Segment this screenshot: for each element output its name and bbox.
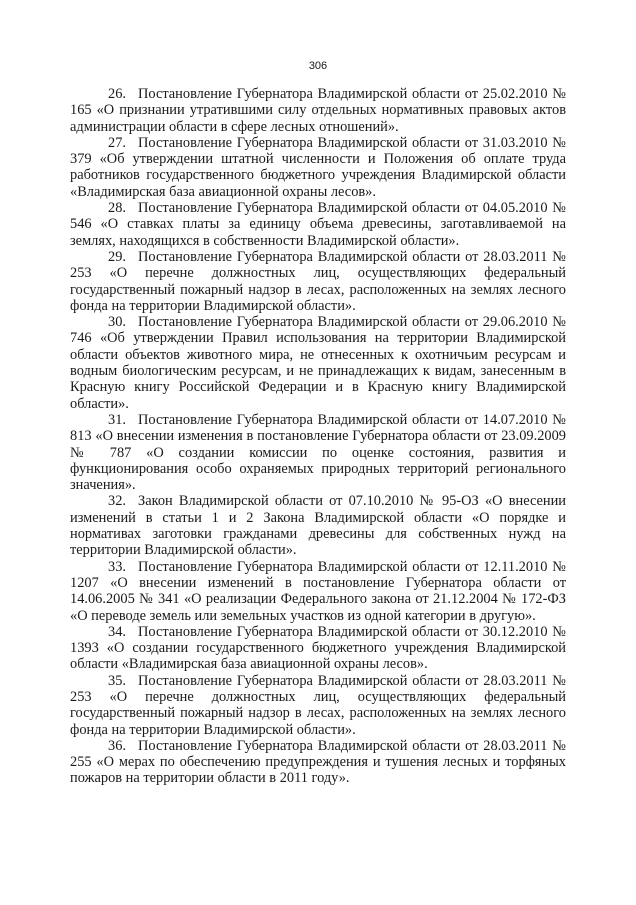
item-number: 29. [108,248,126,265]
item-text: Постановление Губернатора Владимирской области от 30.12.2010 № 1393 «О создании государственного бюджетного учреждения Владимирской области «Владимирская база авиационной охраны лесов». [70,623,566,673]
list-item [70,493,566,558]
list-item [70,624,566,673]
item-text: Постановление Губернатора Владимирской области от 31.03.2010 № 379 «Об утверждении штатной численности и Положения об оплате труда работников государственного бюджетного учреждения Владимирской области «Владимирская база авиационной охраны лесов». [70,134,566,200]
list-item [70,86,566,135]
item-text: Постановление Губернатора Владимирской области от 25.02.2010 № 165 «О признании утратившими силу отдельных нормативных правовых актов администрации области в сфере лесных отношений». [70,86,566,135]
item-number: 30. [108,314,126,331]
list-item [70,412,566,493]
document-body [70,86,566,787]
item-number: 36. [108,737,126,754]
list-item [70,200,566,249]
item-number: 32. [108,493,126,510]
item-text: Постановление Губернатора Владимирской области от 28.03.2011 № 255 «О мерах по обеспечению предупреждения и тушения лесных и торфяных пожаров на территории области в 2011 году». [70,737,566,787]
item-text: Постановление Губернатора Владимирской области от 28.03.2011 № 253 «О перечне должностных лиц, осуществляющих федеральный государственный пожарный надзор в лесах, расположенных на землях лесного фонда на территории Владимирской области». [70,672,566,738]
list-item [70,559,566,624]
item-number: 26. [108,86,126,102]
item-number: 28. [108,200,126,217]
item-number: 27. [108,134,126,151]
list-item [70,314,566,412]
item-text: Постановление Губернатора Владимирской области от 28.03.2011 № 253 «О перечне должностных лиц, осуществляющих федеральный государственный пожарный надзор в лесах, расположенных на землях лесного фонда на территории Владимирской области». [70,248,566,314]
item-number: 31. [108,411,126,428]
item-number: 35. [108,672,126,689]
list-item [70,673,566,738]
item-number: 33. [108,558,126,575]
item-text: Постановление Губернатора Владимирской области от 04.05.2010 № 546 «О ставках платы за единицу объема древесины, заготавливаемой на землях, находящихся в собственности Владимирской области». [70,200,566,249]
list-item [70,135,566,200]
item-text: Постановление Губернатора Владимирской области от 14.07.2010 № 813 «О внесении изменения в постановление Губернатора области от 23.09.2009 № 787 «О создании комиссии по оценке состояния, развития и функционирования особо охраняемых природных территорий регионального значения». [70,411,566,494]
item-text: Постановление Губернатора Владимирской области от 12.11.2010 № 1207 «О внесении изменений в постановление Губернатора области от 14.06.2005 № 341 «О реализации Федерального закона от 21.12.2004 № 172-ФЗ «О переводе земель или земельных участков из одной категории в другую». [70,558,566,624]
list-item [70,249,566,314]
item-text: Закон Владимирской области от 07.10.2010 № 95-ОЗ «О внесении изменений в статьи 1 и 2 Закона Владимирской области «О порядке и нормативах заготовки гражданами древесины для собственных нужд на территории Владимирской области». [70,493,566,559]
item-number: 34. [108,623,126,640]
list-item [70,738,566,787]
item-text: Постановление Губернатора Владимирской области от 29.06.2010 № 746 «Об утверждении Правил использования на территории Владимирской области объектов животного мира, не отнесенных к охотничьим ресурсам и водным биологическим ресурсам, и не принадлежащих к видам, занесенным в Красную книгу Российской Федерации и в Красную книгу Владимирской области». [70,314,566,412]
page-number: 306 [308,60,328,72]
